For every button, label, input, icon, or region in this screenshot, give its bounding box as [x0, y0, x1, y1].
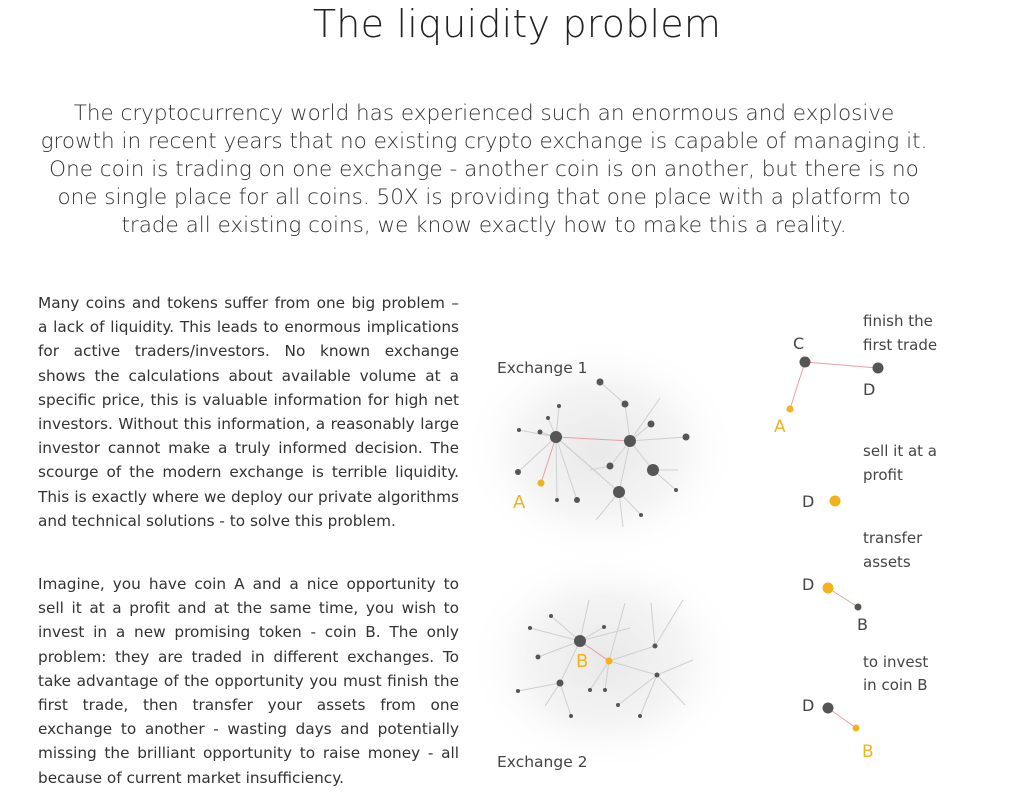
coin-a-label: A — [513, 492, 526, 513]
body-paragraph-1: Many coins and tokens suffer from one big problem – a lack of liquidity. This leads to enormous implications for active traders/investors. No known exchange shows the calculations about available volume at a specific price, this is valuable information for high net investors. Without this information, a reasonably large investor cannot make a truly informed decision. The scourge of the modern exchange is terrible liquidity. This is exactly where we deploy our private algorithms and technical solutions - to solve this problem. — [38, 294, 459, 530]
node-d-label: D — [863, 380, 876, 399]
step3-text-line2: assets — [863, 553, 911, 571]
liquidity-diagram — [470, 280, 1030, 800]
step4-text-line1: to invest — [863, 653, 929, 671]
step4-node-d-label: D — [802, 696, 815, 715]
step-finish-trade — [774, 312, 937, 437]
step3-node-d-label: D — [802, 575, 815, 594]
step1-text-line1: finish the — [863, 312, 933, 330]
node-c-label: C — [793, 334, 805, 353]
exchange-2-label: Exchange 2 — [497, 753, 588, 771]
exchange-1-label: Exchange 1 — [497, 359, 588, 377]
coin-b-label: B — [576, 651, 589, 672]
step3-node-b-label: B — [857, 615, 868, 634]
exchange-2-network — [470, 545, 745, 775]
step-transfer-assets — [802, 529, 923, 634]
lead-paragraph: The cryptocurrency world has experienced such an enormous and explosive growth in recent years that no existing crypto exchange is capable of managing it. One coin is trading on one exchange - another coin is on another, but there is no one single place for all coins. 50X is providing that one place with a platform to trade all existing coins, we know exactly how to make this a reality. — [40, 101, 928, 238]
step3-text-line1: transfer — [863, 529, 923, 547]
coin-a-node — [538, 480, 545, 487]
body-paragraph-2: Imagine, you have coin A and a nice opportunity to sell it at a profit and at the same time, you wish to invest in a new promising token - coin B. The only problem: they are traded in different exchanges. To take advantage of the opportunity you must finish the first trade, then transfer your assets from one exchange to another - wasting days and potentially missing the brilliant opportunity to raise money - all because of current market insufficiency. — [38, 575, 459, 787]
step1-text-line2: first trade — [863, 336, 938, 354]
exchange-1-network — [470, 335, 740, 565]
page-title: The liquidity problem — [312, 2, 722, 46]
step4-text-line2: in coin B — [863, 676, 928, 694]
step1-coin-a-label: A — [774, 417, 786, 437]
step2-text-line1: sell it at a — [863, 442, 937, 460]
coin-b-node — [606, 658, 613, 665]
step4-coin-b-label: B — [862, 742, 874, 762]
step2-text-line2: profit — [863, 466, 903, 484]
step-invest-coin-b — [802, 653, 928, 762]
step-sell-profit — [802, 442, 937, 511]
step2-node-d-label: D — [802, 492, 815, 511]
